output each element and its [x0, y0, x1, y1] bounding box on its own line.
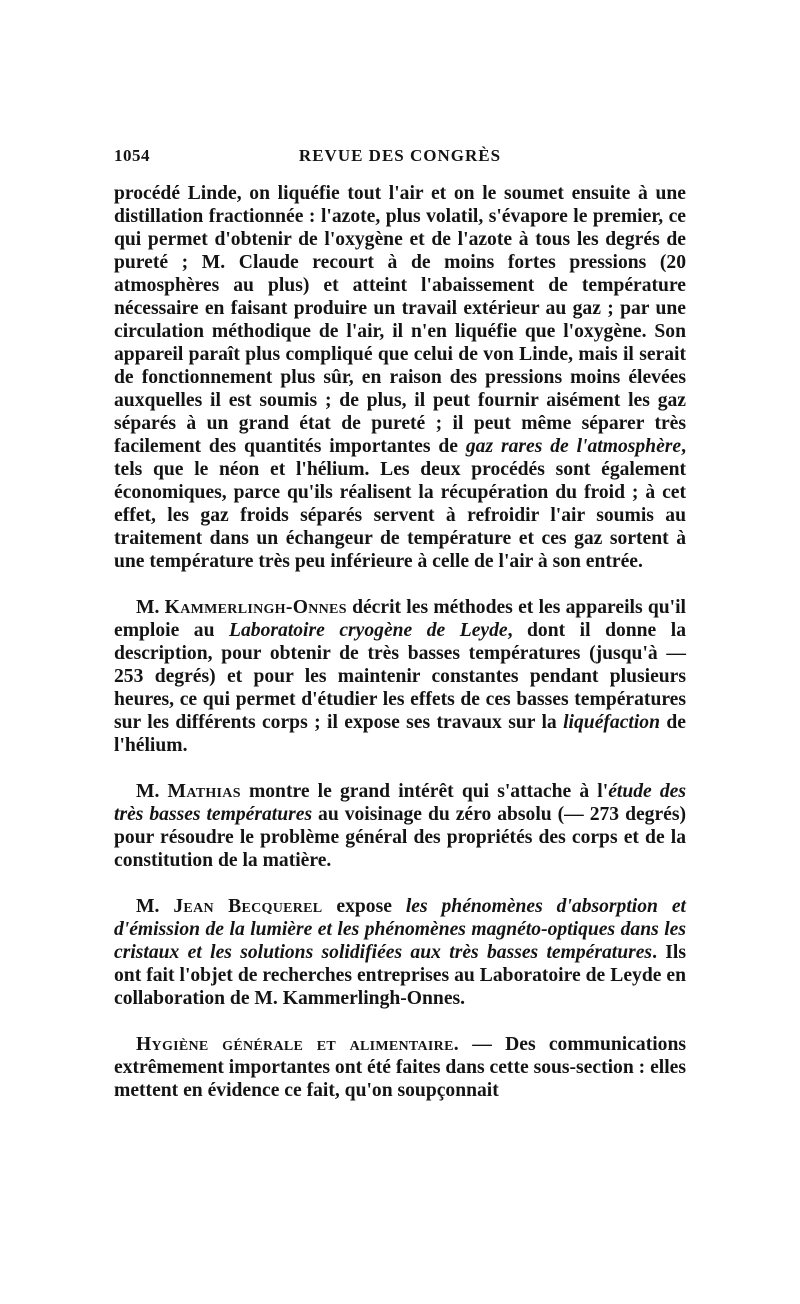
- paragraph-text: procédé Linde, on liquéfie tout l'air et on le soumet ensuite à une distillation fractionnée : l'azote, plus volatil, s'évapore le premier, ce qui permet d'obtenir de l'oxygène et de l'azote à tous les degrés de pureté ; M. Claude recourt à de moins fortes pressions (20 atmosphères au plus) et atteint l'abaissement de température nécessaire en faisant produire un travail extérieur au gaz ; par une circulation méthodique de l'air, il n'en liquéfie que l'oxygène. Son appareil paraît plus compliqué que celui de von Linde, mais il serait de fonctionnement plus sûr, en raison des pressions moins élevées auxquelles il est soumis ; de plus, il peut fournir aisément les gaz séparés à un grand état de pureté ; il peut même séparer très facilement des quantités importantes de: [114, 183, 686, 457]
- paragraph-mathias: [114, 780, 686, 872]
- speaker-prefix: M.: [136, 597, 165, 618]
- paragraph-jean-becquerel: [114, 895, 686, 1010]
- paragraph-gap: [114, 757, 686, 780]
- paragraph-hygiene: [114, 1033, 686, 1102]
- italic-phrase: liquéfaction: [563, 712, 660, 733]
- speaker-name: Kammerlingh-Onnes: [164, 597, 347, 618]
- speaker-name: Mathias: [167, 781, 241, 802]
- paragraph-text: . Ils ont fait l'objet de recherches entreprises au Laboratoire de Leyde en collaboration de M. Kammerlingh-Onnes.: [114, 942, 686, 1009]
- paragraph-text: au voisinage du zéro absolu (— 273 degrés) pour résoudre le problème général des propriétés des corps et de la constitution de la matière.: [114, 804, 687, 871]
- paragraph-linde-claude: [114, 182, 686, 573]
- paragraph-gap: [114, 573, 686, 596]
- speaker-prefix: M.: [136, 781, 168, 802]
- body-text: [114, 182, 686, 1102]
- paragraph-text: , dont il donne la description, pour obtenir de très basses températures (jusqu'à — 253 degrés) et pour les maintenir constantes pendant plusieurs heures, ce qui permet d'étudier les effets de ces basses températures sur les différents corps ; il expose ses travaux sur la: [114, 620, 687, 733]
- paragraph-text: , tels que le néon et l'hélium. Les deux procédés sont également économiques, parce qu'ils réalisent la récupération du froid ; à cet effet, les gaz froids séparés servent à refroidir l'air soumis au traitement dans un échangeur de température et ces gaz sortent à une température très peu inférieure à celle de l'air à son entrée.: [114, 436, 687, 572]
- paragraph-text: expose: [322, 896, 406, 917]
- paragraph-text: — Des communications extrêmement importantes ont été faites dans cette sous-section : elles mettent en évidence ce fait, qu'on soupçonnait: [114, 1034, 687, 1101]
- italic-phrase: étude des très basses températures: [114, 781, 686, 825]
- paragraph-gap: [114, 1010, 686, 1033]
- paragraph-text: de l'hélium.: [114, 712, 686, 756]
- page-number: 1054: [114, 146, 150, 165]
- italic-phrase: les phénomènes d'absorption et d'émission de la lumière et les phénomènes magnéto-optiques dans les cristaux et les solutions solidifiées aux très basses températures: [114, 896, 686, 963]
- running-header: [114, 146, 686, 170]
- speaker-name: Jean Becquerel: [173, 896, 323, 917]
- running-title: REVUE DES CONGRÈS: [298, 146, 502, 165]
- italic-phrase: Laboratoire cryogène de Leyde: [229, 620, 508, 641]
- speaker-prefix: M.: [136, 896, 174, 917]
- italic-phrase: gaz rares de l'atmosphère: [465, 436, 682, 457]
- paragraph-gap: [114, 872, 686, 895]
- paragraph-text: décrit les méthodes et les appareils qu'il emploie au: [114, 597, 686, 641]
- section-heading: Hygiène générale et alimentaire.: [136, 1034, 459, 1055]
- paragraph-text: montre le grand intérêt qui s'attache à l': [240, 781, 609, 802]
- paragraph-kammerlingh-onnes: [114, 596, 686, 757]
